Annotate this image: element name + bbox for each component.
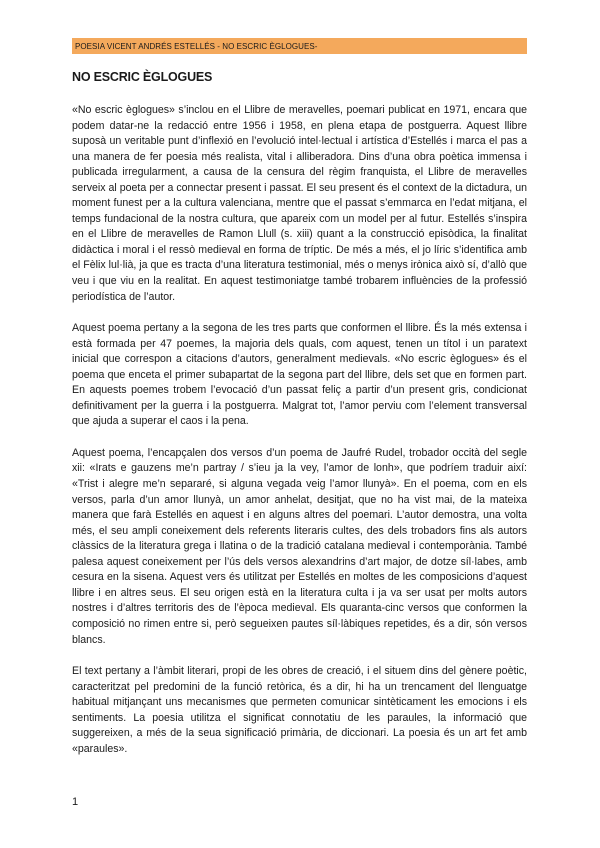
document-title: NO ESCRIC ÈGLOGUES [72, 70, 213, 84]
running-header [72, 38, 527, 54]
paragraph-2: Aquest poema pertany a la segona de les tres parts que conformen el llibre. És la més extensa i està formada per 47 poemes, la majoria dels quals, com aquest, tenen un títol i un paratext inicial que correspon a citacions d’autors, generalment medievals. «No escric èglogues» és el poema que enceta el primer subapartat de la segona part del llibre, dels set que en formen part. En aquests poemes trobem l’evocació d’un passat feliç a partir d’un present gris, condicionat definitivament per la guerra i la postguerra. Malgrat tot, l’amor perviu com l’element transversal que ajuda a superar el caos i la pena. [72, 322, 527, 428]
paragraph-3: Aquest poema, l’encapçalen dos versos d’un poema de Jaufré Rudel, trobador occità del segle xii: «Irats e gauzens me’n partray / s’ieu ja la vey, l’amor de lonh», que podríem traduir així: «Trist i alegre me’n separaré, si alguna vegada veig l’amor llunyà». En el poema, com en els versos, parla d’un amor llunyà, un amor anhelat, desitjat, que no ha vist mai, de la mateixa manera que farà Estellés en aquest i en alguns altres del poemari. L’autor demostra, una volta més, el seu ampli coneixement dels referents literaris cultes, des dels trobadors fins als autors clàssics de la literatura grega i llatina o de la tradició catalana medieval i contemporània. També palesa aquest coneixement per l’ús dels versos alexandrins d’art major, de dotze síl·labes, amb cesura en la sisena. Aquest vers és utilitzat per Estellés en moltes de les composicions d’aquest llibre i en altres seus. El seu origen està en la literatura culta i ja va ser usat per molts autors nostres i d’altres territoris des de l’època medieval. Els quaranta-cinc versos que conformen la composició no rimen entre si, però segueixen pautes síl·làbiques repetides, és a dir, són versos blancs. [72, 446, 527, 646]
running-header-text: POESIA VICENT ANDRÉS ESTELLÉS - NO ESCRIC ÈGLOGUES- [75, 41, 318, 51]
paragraph-4: El text pertany a l’àmbit literari, propi de les obres de creació, i el situem dins del gènere poètic, caracteritzat pel predomini de la funció retòrica, és a dir, hi ha un trencament del llenguatge habitual mitjançant uns mecanismes que permeten comunicar sintèticament les emocions i els sentiments. La poesia utilitza el significat connotatiu de les paraules, la informació que suggereixen, a més de la seua significació primària, de diccionari. La poesia és un art fet amb «paraules». [72, 665, 527, 755]
paragraph-1: «No escric èglogues» s’inclou en el Llibre de meravelles, poemari publicat en 1971, encara que podem datar-ne la redacció entre 1956 i 1958, en plena etapa de postguerra. Aquest llibre suposà un veritable punt d’inflexió en l’evolució intel·lectual i artística d’Estellés i marca el pas a una manera de fer poesia més realista, vital i alliberadora. Dins d’una obra poètica immensa i publicada irregularment, a causa de la censura del règim franquista, el Llibre de meravelles serveix al poeta per a connectar present i passat. El seu present és el context de la dictadura, un moment funest per a la cultura valenciana, mentre que el passat s’emmarca en l’edat mitjana, el temps fundacional de la nostra cultura, que apareix com un model per al futur. Estellés s’inspira en el Llibre de meravelles de Ramon Llull (s. xiii) quant a la construcció episòdica, la finalitat didàctica i moral i el ressò medieval en forma de tríptic. De més a més, el jo líric s’identifica amb el Fèlix lul·lià, ja que es tracta d’una literatura testimonial, més o menys irònica això sí, d’allò que veu i que viu en la realitat. En aquest testimoniatge també trobarem influències de la professió periodística de l’autor. [72, 104, 527, 303]
document-body [72, 103, 527, 773]
page-number: 1 [72, 796, 79, 808]
